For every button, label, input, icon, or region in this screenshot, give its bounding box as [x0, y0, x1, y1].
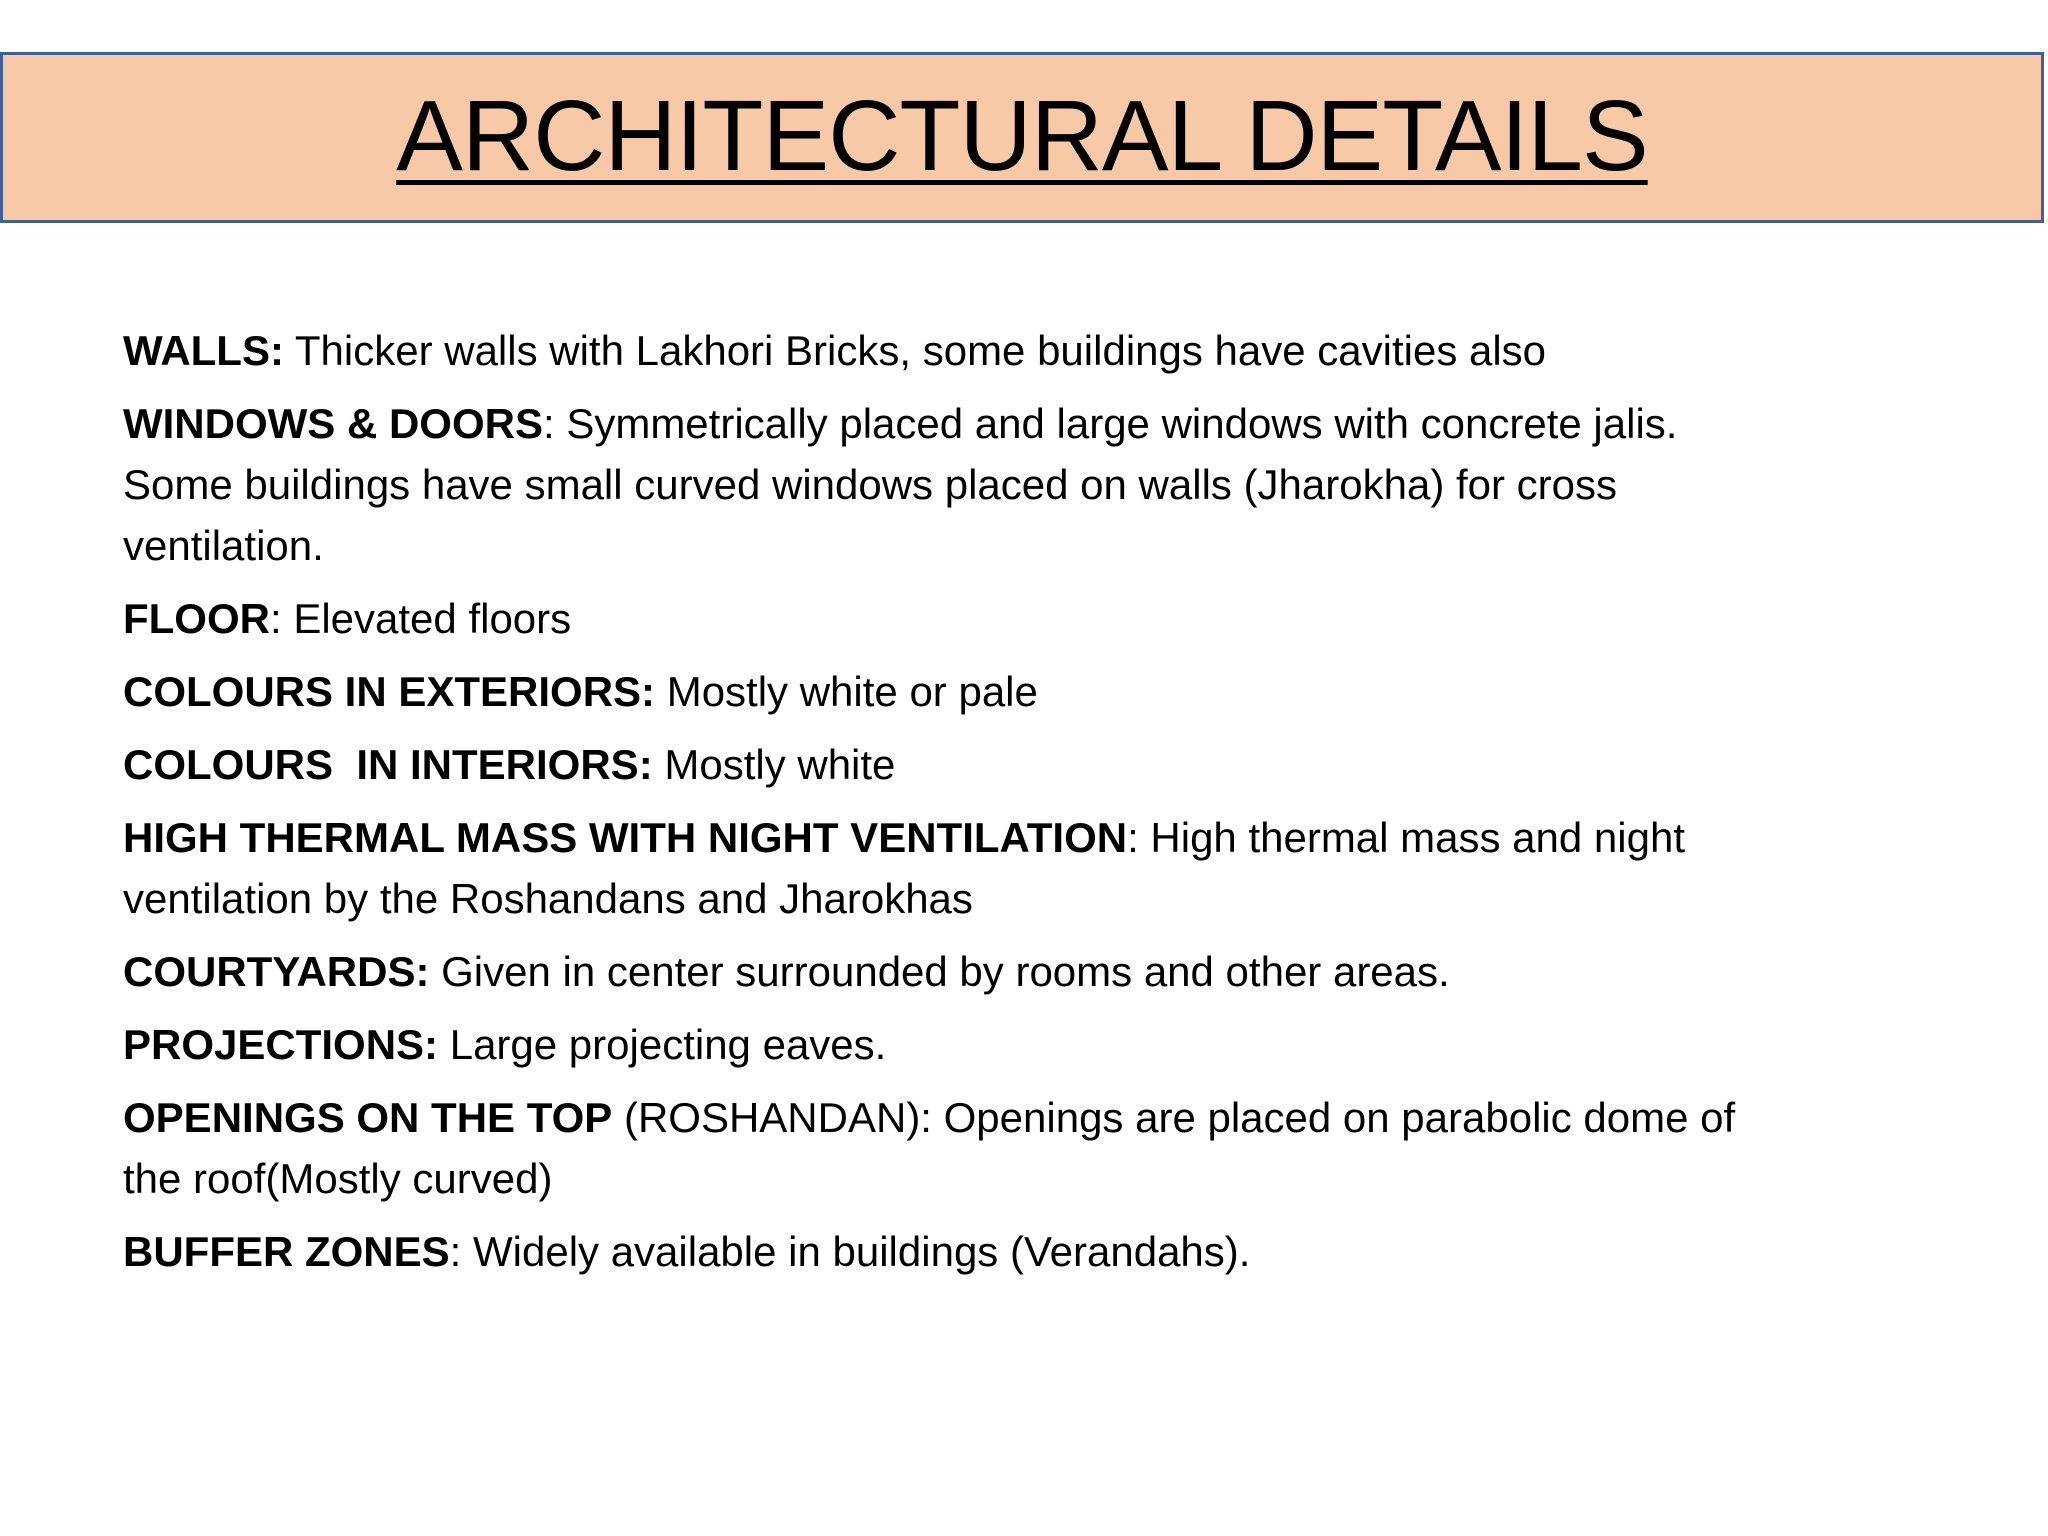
detail-term: WINDOWS & DOORS — [123, 400, 543, 447]
detail-term: FLOOR — [123, 595, 270, 642]
detail-term: COURTYARDS: — [123, 948, 430, 995]
detail-item-colours-interiors — [123, 734, 1763, 795]
detail-item-windows-doors — [123, 393, 1763, 576]
details-list — [123, 320, 1763, 1294]
detail-text: : Widely available in buildings (Verandahs). — [449, 1228, 1251, 1275]
detail-term: COLOURS IN INTERIORS: — [123, 741, 653, 788]
detail-term: COLOURS IN EXTERIORS: — [123, 668, 656, 715]
title-banner — [0, 52, 2044, 223]
detail-text: : Elevated floors — [269, 595, 572, 642]
detail-text: : Symmetrically placed and large windows with concrete jalis. Some buildings have small curved windows placed on walls (Jharokha) for cross ventilation. — [123, 400, 1678, 569]
detail-term: WALLS: — [123, 327, 284, 374]
detail-text: Thicker walls with Lakhori Bricks, some buildings have cavities also — [283, 327, 1547, 374]
detail-text: (ROSHANDAN): Openings are placed on parabolic dome of the roof(Mostly curved) — [123, 1094, 1736, 1202]
detail-item-projections — [123, 1014, 1763, 1075]
detail-term: HIGH THERMAL MASS WITH NIGHT VENTILATION — [123, 814, 1128, 861]
detail-text: Mostly white — [652, 741, 896, 788]
detail-text: Given in center surrounded by rooms and other areas. — [429, 948, 1450, 995]
detail-term: BUFFER ZONES — [123, 1228, 450, 1275]
detail-item-courtyards — [123, 941, 1763, 1002]
detail-item-buffer-zones — [123, 1221, 1763, 1282]
detail-item-floor — [123, 588, 1763, 649]
detail-item-thermal-mass — [123, 807, 1763, 929]
detail-term: PROJECTIONS: — [123, 1021, 439, 1068]
page-title: ARCHITECTURAL DETAILS — [396, 79, 1648, 192]
detail-text: Mostly white or pale — [655, 668, 1038, 715]
detail-item-openings-top — [123, 1087, 1763, 1209]
detail-item-walls — [123, 320, 1763, 381]
detail-term: OPENINGS ON THE TOP — [123, 1094, 613, 1141]
detail-text: Large projecting eaves. — [438, 1021, 887, 1068]
detail-item-colours-exteriors — [123, 661, 1763, 722]
detail-text: : High thermal mass and night ventilation by the Roshandans and Jharokhas — [123, 814, 1685, 922]
